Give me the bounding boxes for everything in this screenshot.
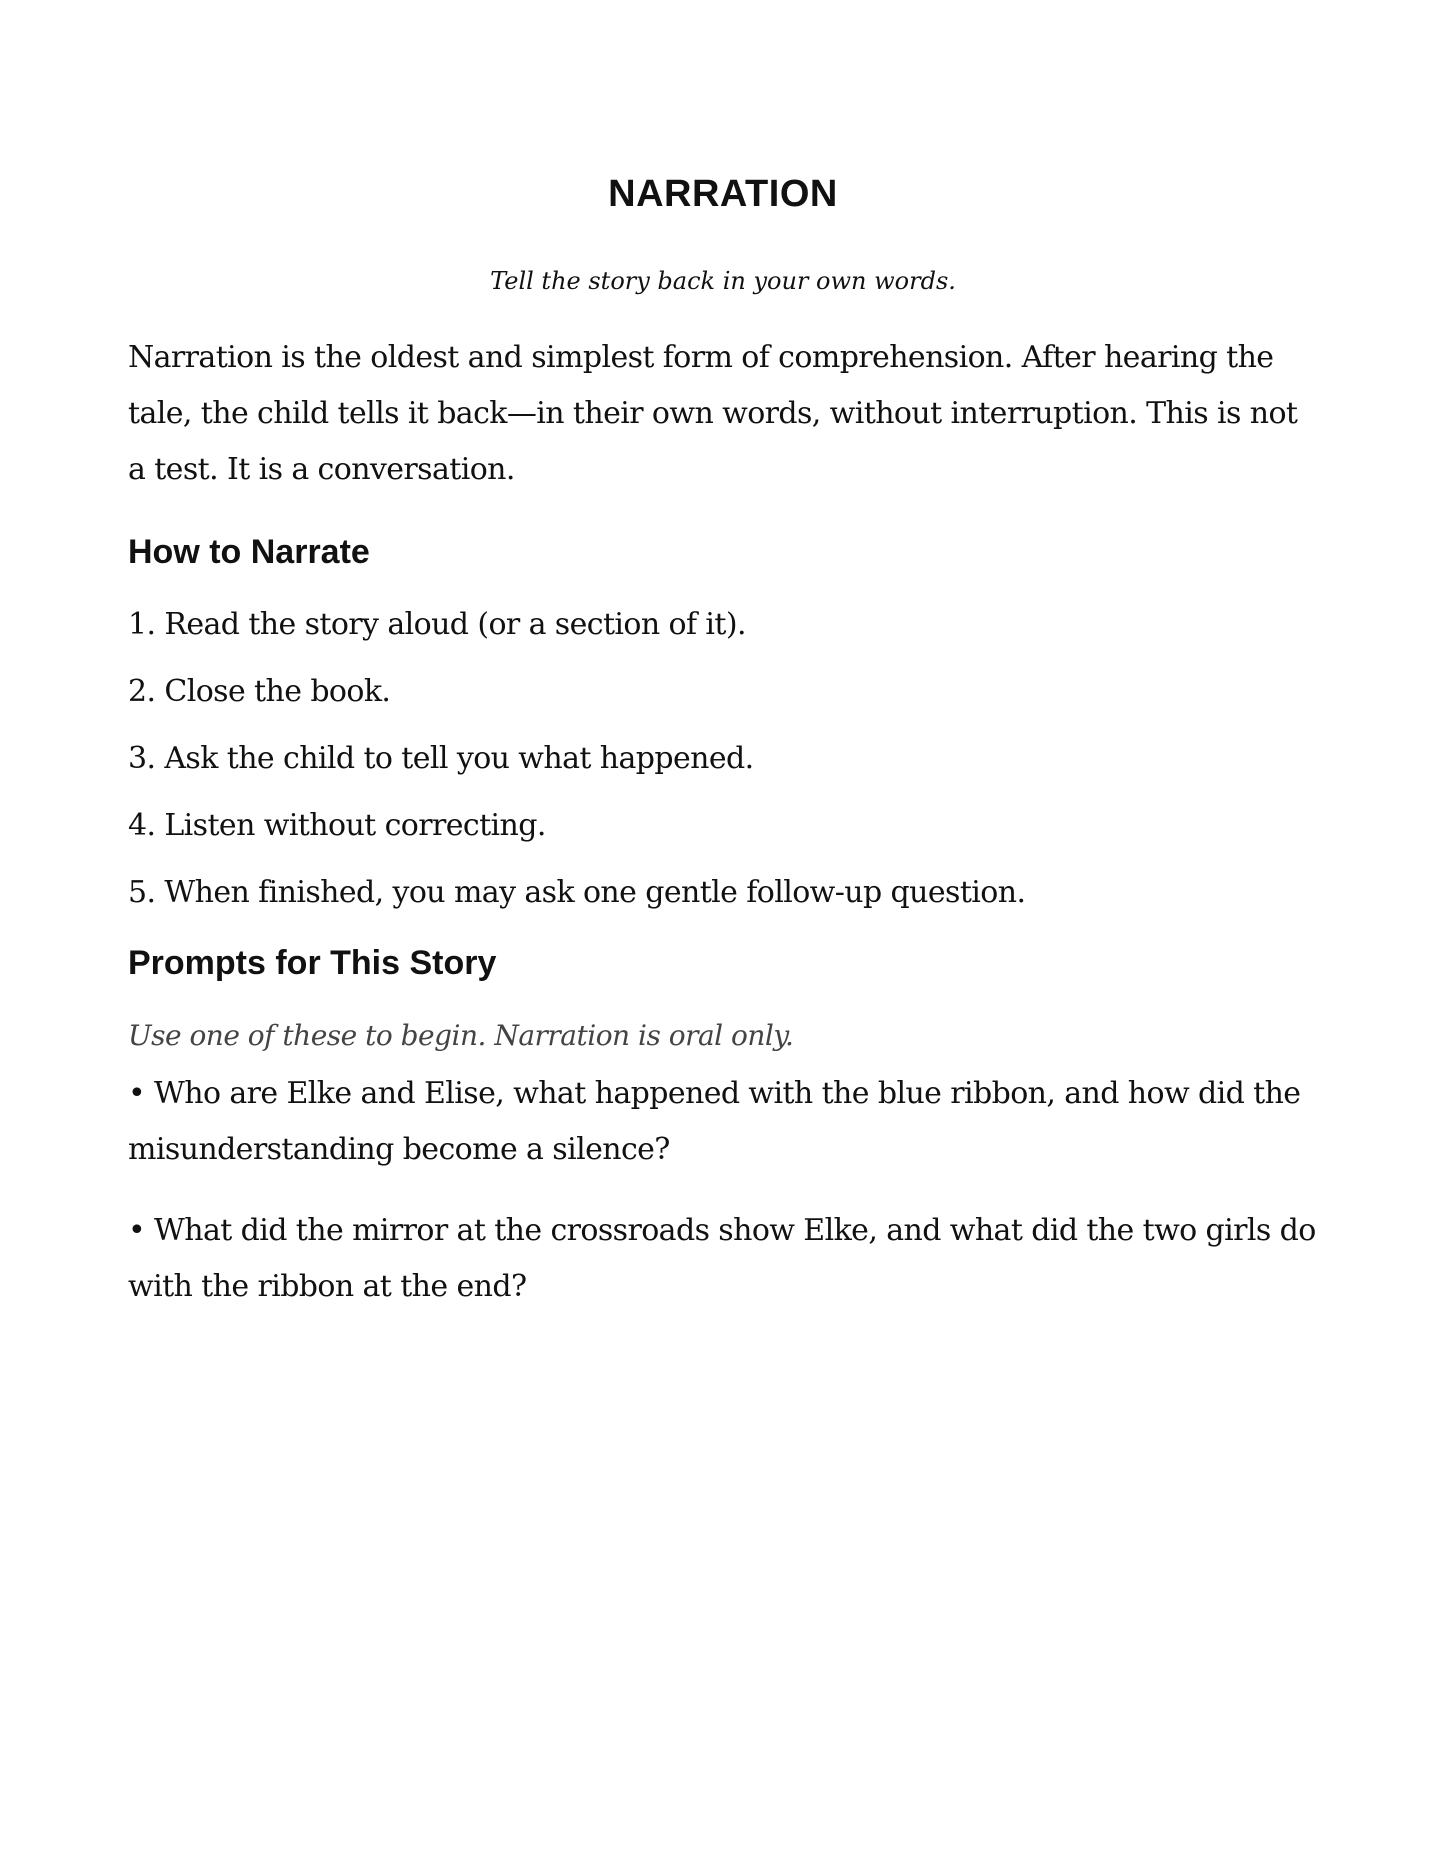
prompt-item-2: • What did the mirror at the crossroads show Elke, and what did the two girls do with the ribbon at the end?	[128, 1213, 1316, 1304]
page-subtitle: Tell the story back in your own words.	[490, 267, 956, 295]
step-item-4: 4. Listen without correcting.	[128, 808, 546, 843]
page-title: NARRATION	[608, 173, 838, 215]
how-to-narrate-heading: How to Narrate	[128, 533, 370, 571]
intro-paragraph: Narration is the oldest and simplest form of comprehension. After hearing the tale, the child tells it back—in their own words, without interruption. This is not a test. It is a conversation.	[128, 340, 1298, 487]
step-item-3: 3. Ask the child to tell you what happened.	[128, 741, 754, 776]
page-content	[128, 168, 1318, 1304]
step-item-2: 2. Close the book.	[128, 674, 391, 709]
prompts-note: Use one of these to begin. Narration is oral only.	[128, 1019, 794, 1052]
step-item-5: 5. When finished, you may ask one gentle follow-up question.	[128, 875, 1026, 910]
prompts-heading: Prompts for This Story	[128, 944, 497, 982]
step-item-1: 1. Read the story aloud (or a section of it).	[128, 607, 746, 642]
prompt-item-1: • Who are Elke and Elise, what happened with the blue ribbon, and how did the misunderstanding become a silence?	[128, 1076, 1301, 1167]
